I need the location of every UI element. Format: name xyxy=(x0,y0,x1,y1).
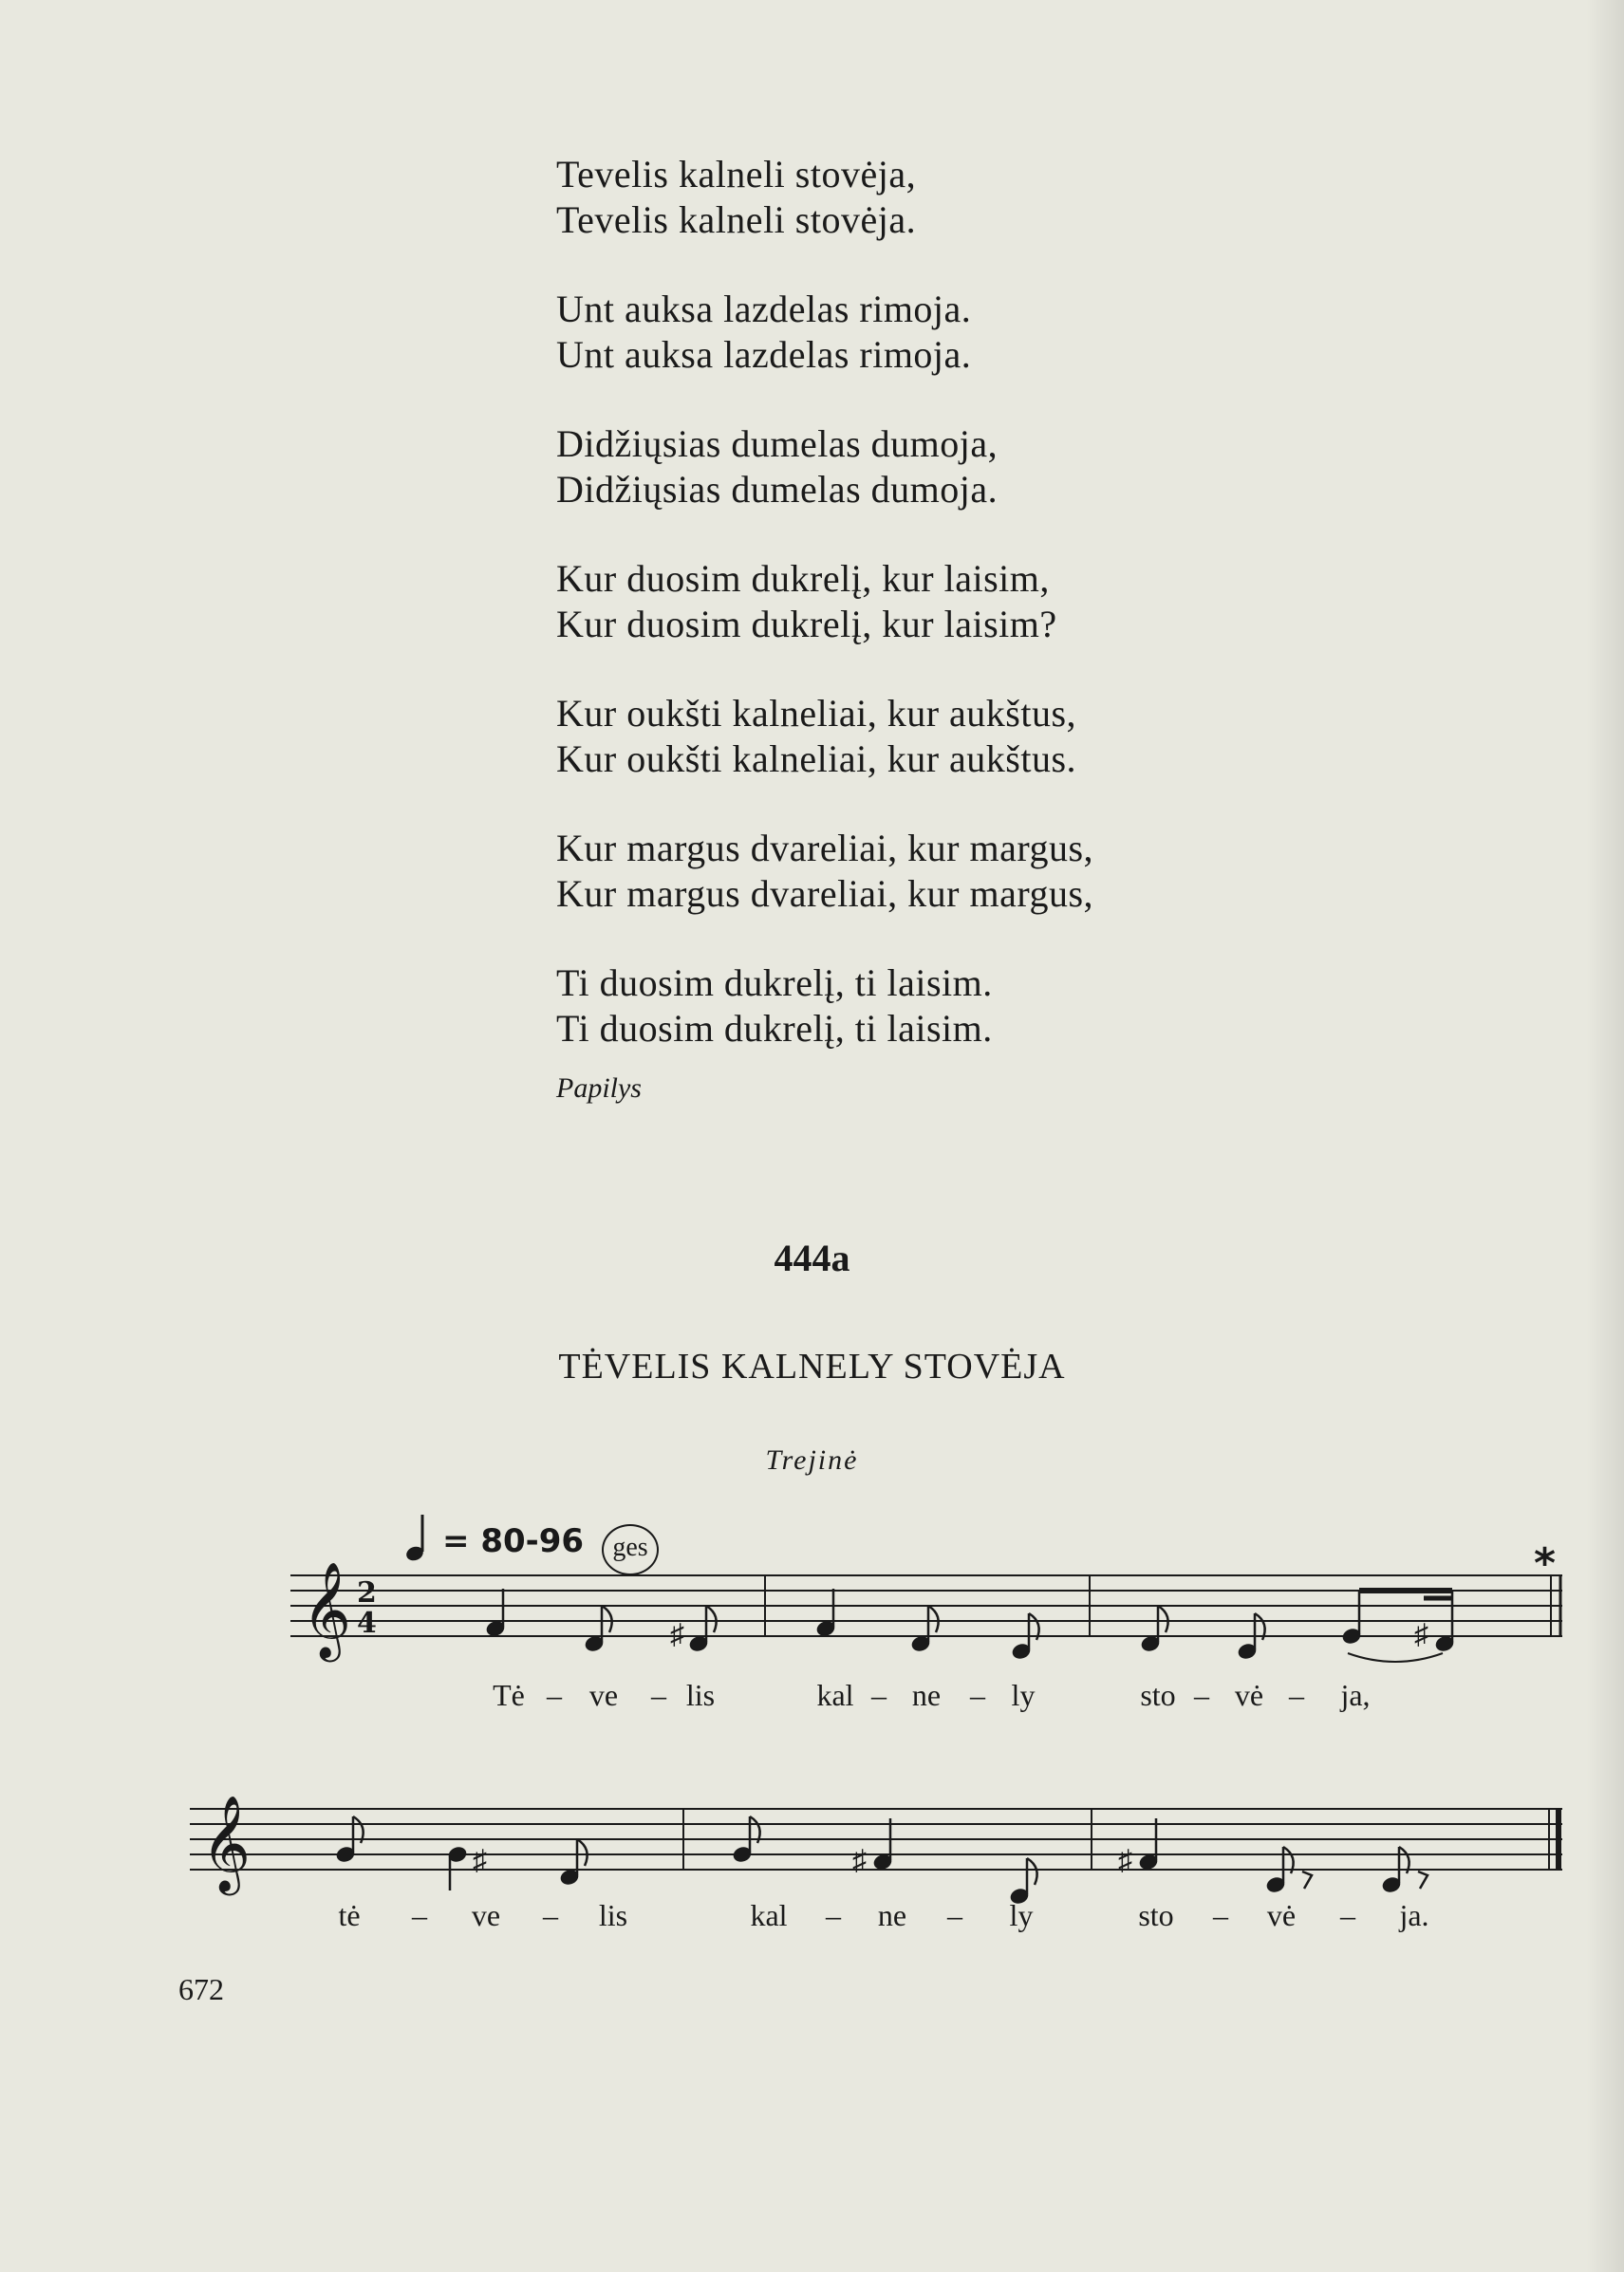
page-edge-shadow xyxy=(1586,0,1624,2272)
tempo-marking: = 80-96 xyxy=(442,1522,585,1560)
svg-text:♯: ♯ xyxy=(1118,1845,1132,1876)
lyric-syllable: vė xyxy=(1234,1678,1264,1712)
song-title: TĖVELIS KALNELY STOVĖJA xyxy=(558,1347,1066,1387)
lyric-syllable: lis xyxy=(598,1898,628,1932)
lyric-hyphen: – xyxy=(651,1678,666,1712)
lyric-syllable: vė xyxy=(1266,1898,1297,1932)
stanza xyxy=(556,287,1316,378)
verse-line: Ti duosim dukrelį, ti laisim. xyxy=(556,961,993,1004)
verse-line: Tevelis kalneli stovėja, xyxy=(556,153,917,196)
lyric-hyphen: – xyxy=(1340,1898,1355,1932)
lyric-syllable: Tė xyxy=(493,1678,525,1712)
lyric-syllable: ja, xyxy=(1340,1678,1371,1712)
lyric-hyphen: – xyxy=(412,1898,427,1932)
lyric-syllable: ly xyxy=(1011,1678,1036,1712)
lyric-syllable: ly xyxy=(1009,1898,1034,1932)
asterisk-mark: * xyxy=(1534,1539,1557,1588)
lyric-hyphen: – xyxy=(1289,1678,1304,1712)
stanza xyxy=(556,691,1316,782)
music-staff-2 xyxy=(0,1784,1624,1908)
lyric-syllable: ne xyxy=(877,1898,907,1932)
lyric-hyphen: – xyxy=(826,1898,841,1932)
verse-line: Unt auksa lazdelas rimoja. xyxy=(556,288,972,330)
verse-line: Kur margus dvareliai, kur margus, xyxy=(556,827,1094,869)
page-number: 672 xyxy=(178,1972,224,2006)
lyric-hyphen: – xyxy=(947,1898,962,1932)
lyric-syllable: lis xyxy=(685,1678,716,1712)
lyric-hyphen: – xyxy=(547,1678,562,1712)
lyric-syllable: ve xyxy=(588,1678,619,1712)
verse-line: Didžiųsias dumelas dumoja, xyxy=(556,422,999,465)
song-number: 444a xyxy=(774,1237,850,1279)
lyric-syllable: ve xyxy=(471,1898,501,1932)
verse-line: Didžiųsias dumelas dumoja. xyxy=(556,468,999,511)
lyric-syllable: ja. xyxy=(1399,1898,1429,1932)
svg-text:♯: ♯ xyxy=(852,1845,867,1876)
svg-text:♯: ♯ xyxy=(670,1619,684,1650)
treble-clef-icon: 𝄞 xyxy=(201,1794,252,1891)
svg-text:♯: ♯ xyxy=(1414,1619,1428,1650)
lyric-syllable: kal xyxy=(816,1678,854,1712)
place-name: Papilys xyxy=(556,1072,642,1104)
verse-line: Ti duosim dukrelį, ti laisim. xyxy=(556,1007,993,1050)
lyric-syllable: tė xyxy=(338,1898,361,1932)
stanza xyxy=(556,960,1316,1052)
verse-line: Kur oukšti kalneliai, kur aukštus, xyxy=(556,692,1077,735)
lyric-hyphen: – xyxy=(1194,1678,1209,1712)
time-signature-top: 2 xyxy=(357,1576,377,1610)
verse-line: Kur margus dvareliai, kur margus, xyxy=(556,872,1094,915)
lyric-syllable: ne xyxy=(911,1678,942,1712)
lyric-hyphen: – xyxy=(970,1678,985,1712)
verse-line: Unt auksa lazdelas rimoja. xyxy=(556,333,972,376)
stanza xyxy=(556,421,1316,512)
poem xyxy=(556,152,1316,1095)
treble-clef-icon: 𝄞 xyxy=(302,1560,352,1658)
verse-line: Kur oukšti kalneliai, kur aukštus. xyxy=(556,737,1077,780)
lyric-hyphen: – xyxy=(871,1678,887,1712)
lyric-syllable: kal xyxy=(750,1898,788,1932)
time-signature-bottom: 4 xyxy=(357,1607,377,1640)
stanza xyxy=(556,556,1316,647)
lyric-hyphen: – xyxy=(1213,1898,1228,1932)
lyric-hyphen: – xyxy=(543,1898,558,1932)
verse-line: Tevelis kalneli stovėja. xyxy=(556,198,917,241)
lyric-syllable: sto xyxy=(1138,1898,1174,1932)
stanza xyxy=(556,152,1316,243)
verse-line: Kur duosim dukrelį, kur laisim? xyxy=(556,603,1057,645)
song-genre: Trejinė xyxy=(765,1444,859,1476)
verse-line: Kur duosim dukrelį, kur laisim, xyxy=(556,557,1050,600)
svg-text:♯: ♯ xyxy=(473,1845,487,1876)
stanza xyxy=(556,826,1316,917)
lyric-syllable: sto xyxy=(1140,1678,1176,1712)
music-staff-1 xyxy=(0,1547,1624,1670)
key-mark: ges xyxy=(602,1524,659,1575)
